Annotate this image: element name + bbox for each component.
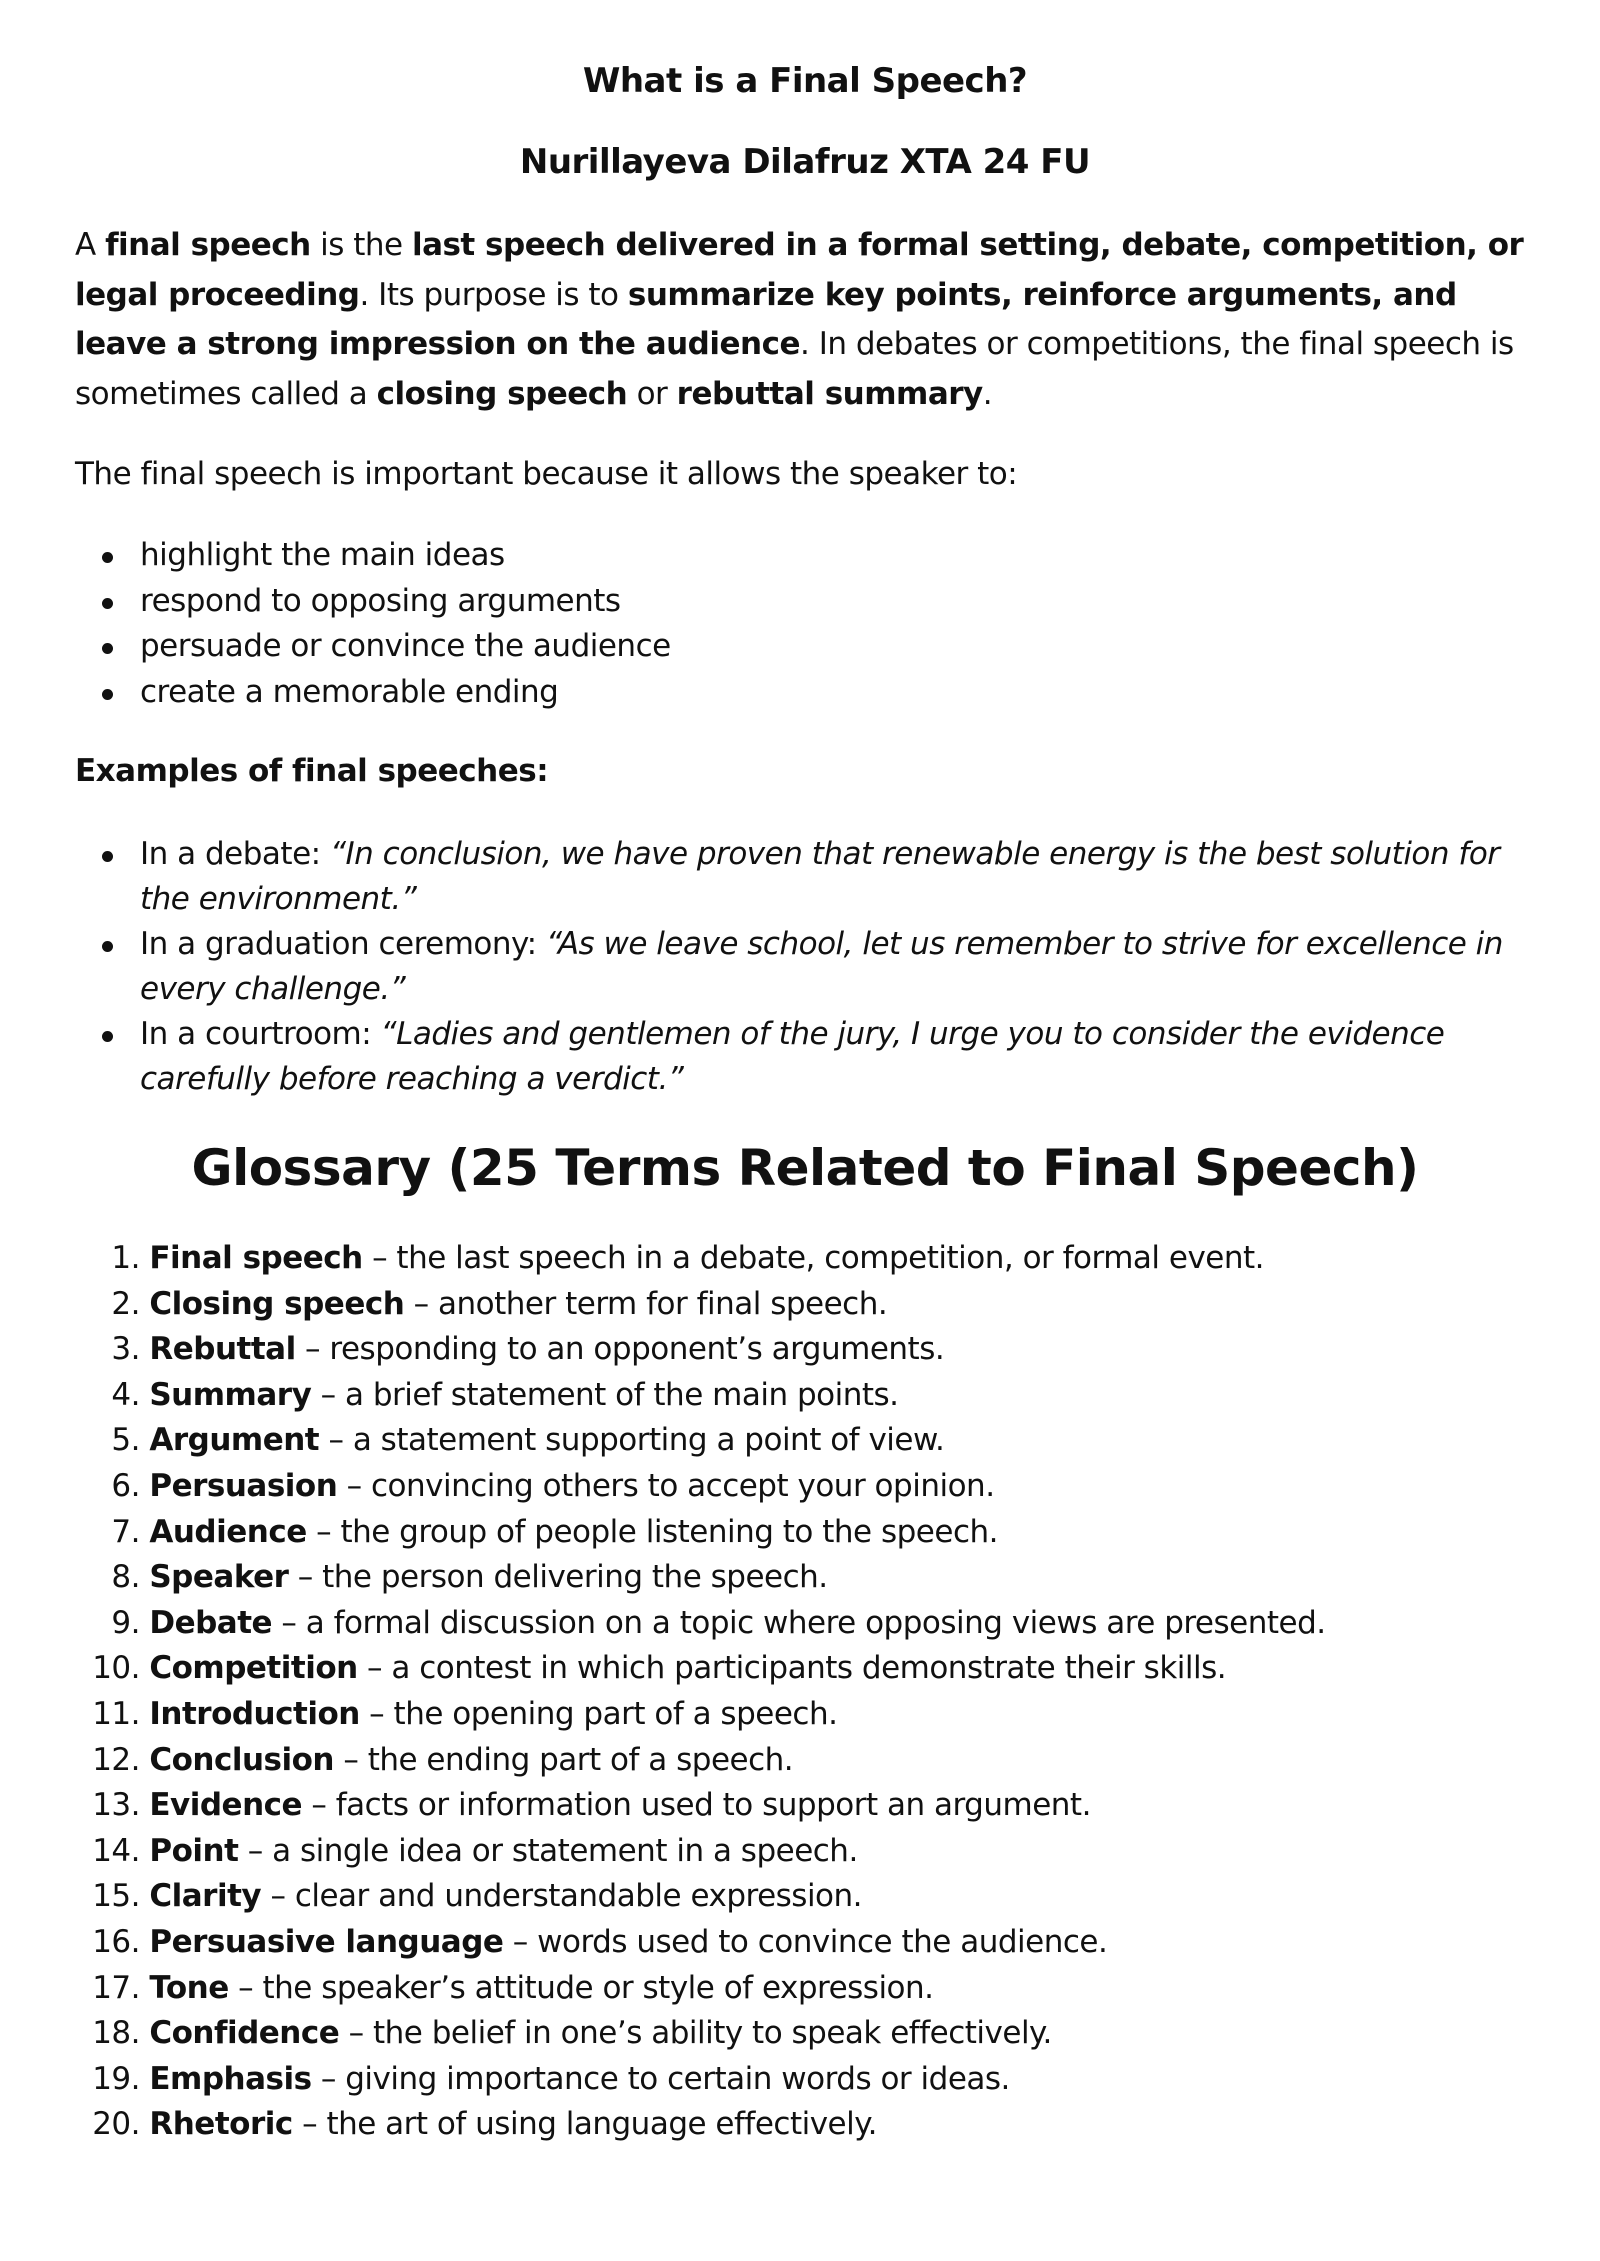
glossary-term: Point — [149, 1832, 239, 1869]
glossary-item — [75, 1601, 1535, 1647]
glossary-item — [75, 1510, 1535, 1556]
glossary-item — [75, 1738, 1535, 1784]
intro-paragraph — [75, 221, 1535, 419]
glossary-term: Tone — [149, 1969, 229, 2006]
glossary-item — [75, 1783, 1535, 1829]
glossary-item — [75, 2057, 1535, 2103]
glossary-number: 5. — [111, 1422, 140, 1459]
examples-heading: Examples of final speeches: — [75, 753, 549, 789]
glossary-definition: – responding to an opponent’s arguments. — [295, 1331, 945, 1368]
glossary-item — [75, 1874, 1535, 1920]
glossary-item — [75, 2011, 1535, 2057]
glossary-item — [75, 1418, 1535, 1464]
glossary-number: 12. — [92, 1741, 140, 1778]
document-title: What is a Final Speech? — [582, 61, 1028, 101]
glossary-number: 6. — [111, 1467, 140, 1504]
glossary-definition: – a single idea or statement in a speech. — [238, 1832, 858, 1869]
glossary-number: 1. — [111, 1240, 140, 1276]
glossary-definition: – the opening part of a speech. — [359, 1695, 838, 1732]
glossary-list — [75, 1236, 1535, 2148]
intro-text-1: A — [75, 227, 106, 263]
glossary-term: Final speech — [149, 1240, 363, 1276]
document-author: Nurillayeva Dilafruz XTA 24 FU — [519, 141, 1091, 182]
glossary-definition: – the last speech in a debate, competition, or formal event. — [362, 1240, 1265, 1276]
glossary-item — [75, 1692, 1535, 1738]
glossary-number: 3. — [111, 1331, 140, 1368]
example-context: In a debate: — [140, 836, 330, 872]
importance-list — [75, 533, 1535, 715]
glossary-definition: – a formal discussion on a topic where opposing views are presented. — [272, 1604, 1326, 1641]
glossary-definition: – the belief in one’s ability to speak effectively. — [339, 2015, 1052, 2052]
glossary-definition: – a brief statement of the main points. — [311, 1376, 899, 1413]
glossary-item — [75, 1829, 1535, 1875]
glossary-number: 18. — [92, 2015, 140, 2052]
intro-text-5: or — [627, 375, 677, 412]
glossary-term: Clarity — [149, 1878, 262, 1915]
example-item — [75, 1012, 1535, 1102]
glossary-number: 10. — [92, 1650, 140, 1687]
intro-text-6: . — [982, 375, 993, 412]
glossary-term: Introduction — [149, 1695, 360, 1732]
glossary-definition: – words used to convince the audience. — [503, 1923, 1108, 1960]
glossary-number: 14. — [92, 1832, 140, 1869]
glossary-term: Competition — [149, 1650, 358, 1687]
intro-bold-purpose: summarize key points, reinforce arguments, and leave a strong impression on the audience — [75, 276, 1457, 362]
example-item — [75, 832, 1535, 922]
example-item — [75, 922, 1535, 1012]
glossary-term: Debate — [149, 1604, 273, 1641]
glossary-term: Argument — [149, 1422, 320, 1459]
examples-list — [75, 832, 1535, 1102]
glossary-item — [75, 1555, 1535, 1601]
document-page — [75, 60, 1535, 2148]
glossary-term: Persuasive language — [149, 1923, 504, 1960]
glossary-term: Closing speech — [149, 1285, 405, 1322]
importance-item: persuade or convince the audience — [75, 624, 1535, 670]
glossary-term: Emphasis — [149, 2060, 312, 2097]
glossary-term: Conclusion — [149, 1741, 334, 1778]
glossary-item — [75, 1920, 1535, 1966]
glossary-number: 20. — [92, 2106, 140, 2143]
intro-bold-closing-speech: closing speech — [376, 375, 628, 412]
glossary-number: 15. — [92, 1878, 140, 1915]
glossary-number: 17. — [92, 1969, 140, 2006]
glossary-title: Glossary (25 Terms Related to Final Speech) — [191, 1139, 1419, 1197]
glossary-item — [75, 1236, 1535, 1282]
importance-item: highlight the main ideas — [75, 533, 1535, 579]
glossary-item — [75, 1327, 1535, 1373]
glossary-term: Speaker — [149, 1559, 289, 1596]
glossary-term: Audience — [149, 1513, 307, 1550]
glossary-term: Persuasion — [149, 1467, 338, 1504]
example-quote: “As we leave school, let us remember to strive for excellence in every challenge.” — [140, 926, 1503, 1007]
importance-lead: The final speech is important because it allows the speaker to: — [75, 456, 1018, 492]
example-quote: “In conclusion, we have proven that renewable energy is the best solution for the environment.” — [140, 836, 1500, 917]
glossary-item — [75, 1373, 1535, 1419]
glossary-item — [75, 2102, 1535, 2148]
glossary-item — [75, 1646, 1535, 1692]
glossary-item — [75, 1966, 1535, 2012]
glossary-definition: – the group of people listening to the speech. — [306, 1513, 998, 1550]
glossary-term: Rhetoric — [149, 2106, 293, 2143]
intro-bold-rebuttal-summary: rebuttal summary — [676, 375, 983, 412]
glossary-number: 11. — [92, 1695, 140, 1732]
intro-bold-final-speech: final speech — [105, 227, 311, 263]
glossary-definition: – clear and understandable expression. — [261, 1878, 863, 1915]
example-context: In a courtroom: — [140, 1016, 381, 1052]
intro-text-3: . Its purpose is to — [359, 276, 628, 313]
glossary-term: Summary — [149, 1376, 312, 1413]
glossary-number: 13. — [92, 1787, 140, 1824]
glossary-definition: – giving importance to certain words or ideas. — [311, 2060, 1010, 2097]
glossary-number: 7. — [111, 1513, 140, 1550]
glossary-number: 19. — [92, 2060, 140, 2097]
glossary-definition: – convincing others to accept your opinion. — [337, 1467, 995, 1504]
glossary-definition: – the art of using language effectively. — [292, 2106, 878, 2143]
intro-text-2: is the — [310, 227, 412, 263]
glossary-definition: – facts or information used to support an argument. — [302, 1787, 1091, 1824]
glossary-number: 4. — [111, 1376, 140, 1413]
glossary-number: 16. — [92, 1923, 140, 1960]
glossary-term: Evidence — [149, 1787, 303, 1824]
intro-bold-definition: last speech delivered in a formal setting, debate, competition, or legal proceeding — [75, 227, 1524, 313]
glossary-definition: – another term for final speech. — [404, 1285, 888, 1322]
glossary-definition: – the speaker’s attitude or style of expression. — [228, 1969, 934, 2006]
intro-text-4: . In debates or competitions, the final speech is sometimes called a — [75, 326, 1514, 412]
glossary-term: Rebuttal — [149, 1331, 296, 1368]
glossary-item — [75, 1464, 1535, 1510]
glossary-definition: – a contest in which participants demonstrate their skills. — [357, 1650, 1227, 1687]
glossary-definition: – the ending part of a speech. — [334, 1741, 794, 1778]
example-context: In a graduation ceremony: — [140, 926, 546, 962]
glossary-definition: – a statement supporting a point of view. — [319, 1422, 945, 1459]
importance-item: respond to opposing arguments — [75, 579, 1535, 625]
example-quote: “Ladies and gentlemen of the jury, I urge you to consider the evidence carefully before reaching a verdict.” — [140, 1016, 1445, 1097]
glossary-definition: – the person delivering the speech. — [288, 1559, 828, 1596]
glossary-number: 8. — [111, 1559, 140, 1596]
glossary-number: 9. — [111, 1604, 140, 1641]
importance-item: create a memorable ending — [75, 670, 1535, 716]
glossary-term: Confidence — [149, 2015, 340, 2052]
glossary-number: 2. — [111, 1285, 140, 1322]
glossary-item — [75, 1282, 1535, 1328]
